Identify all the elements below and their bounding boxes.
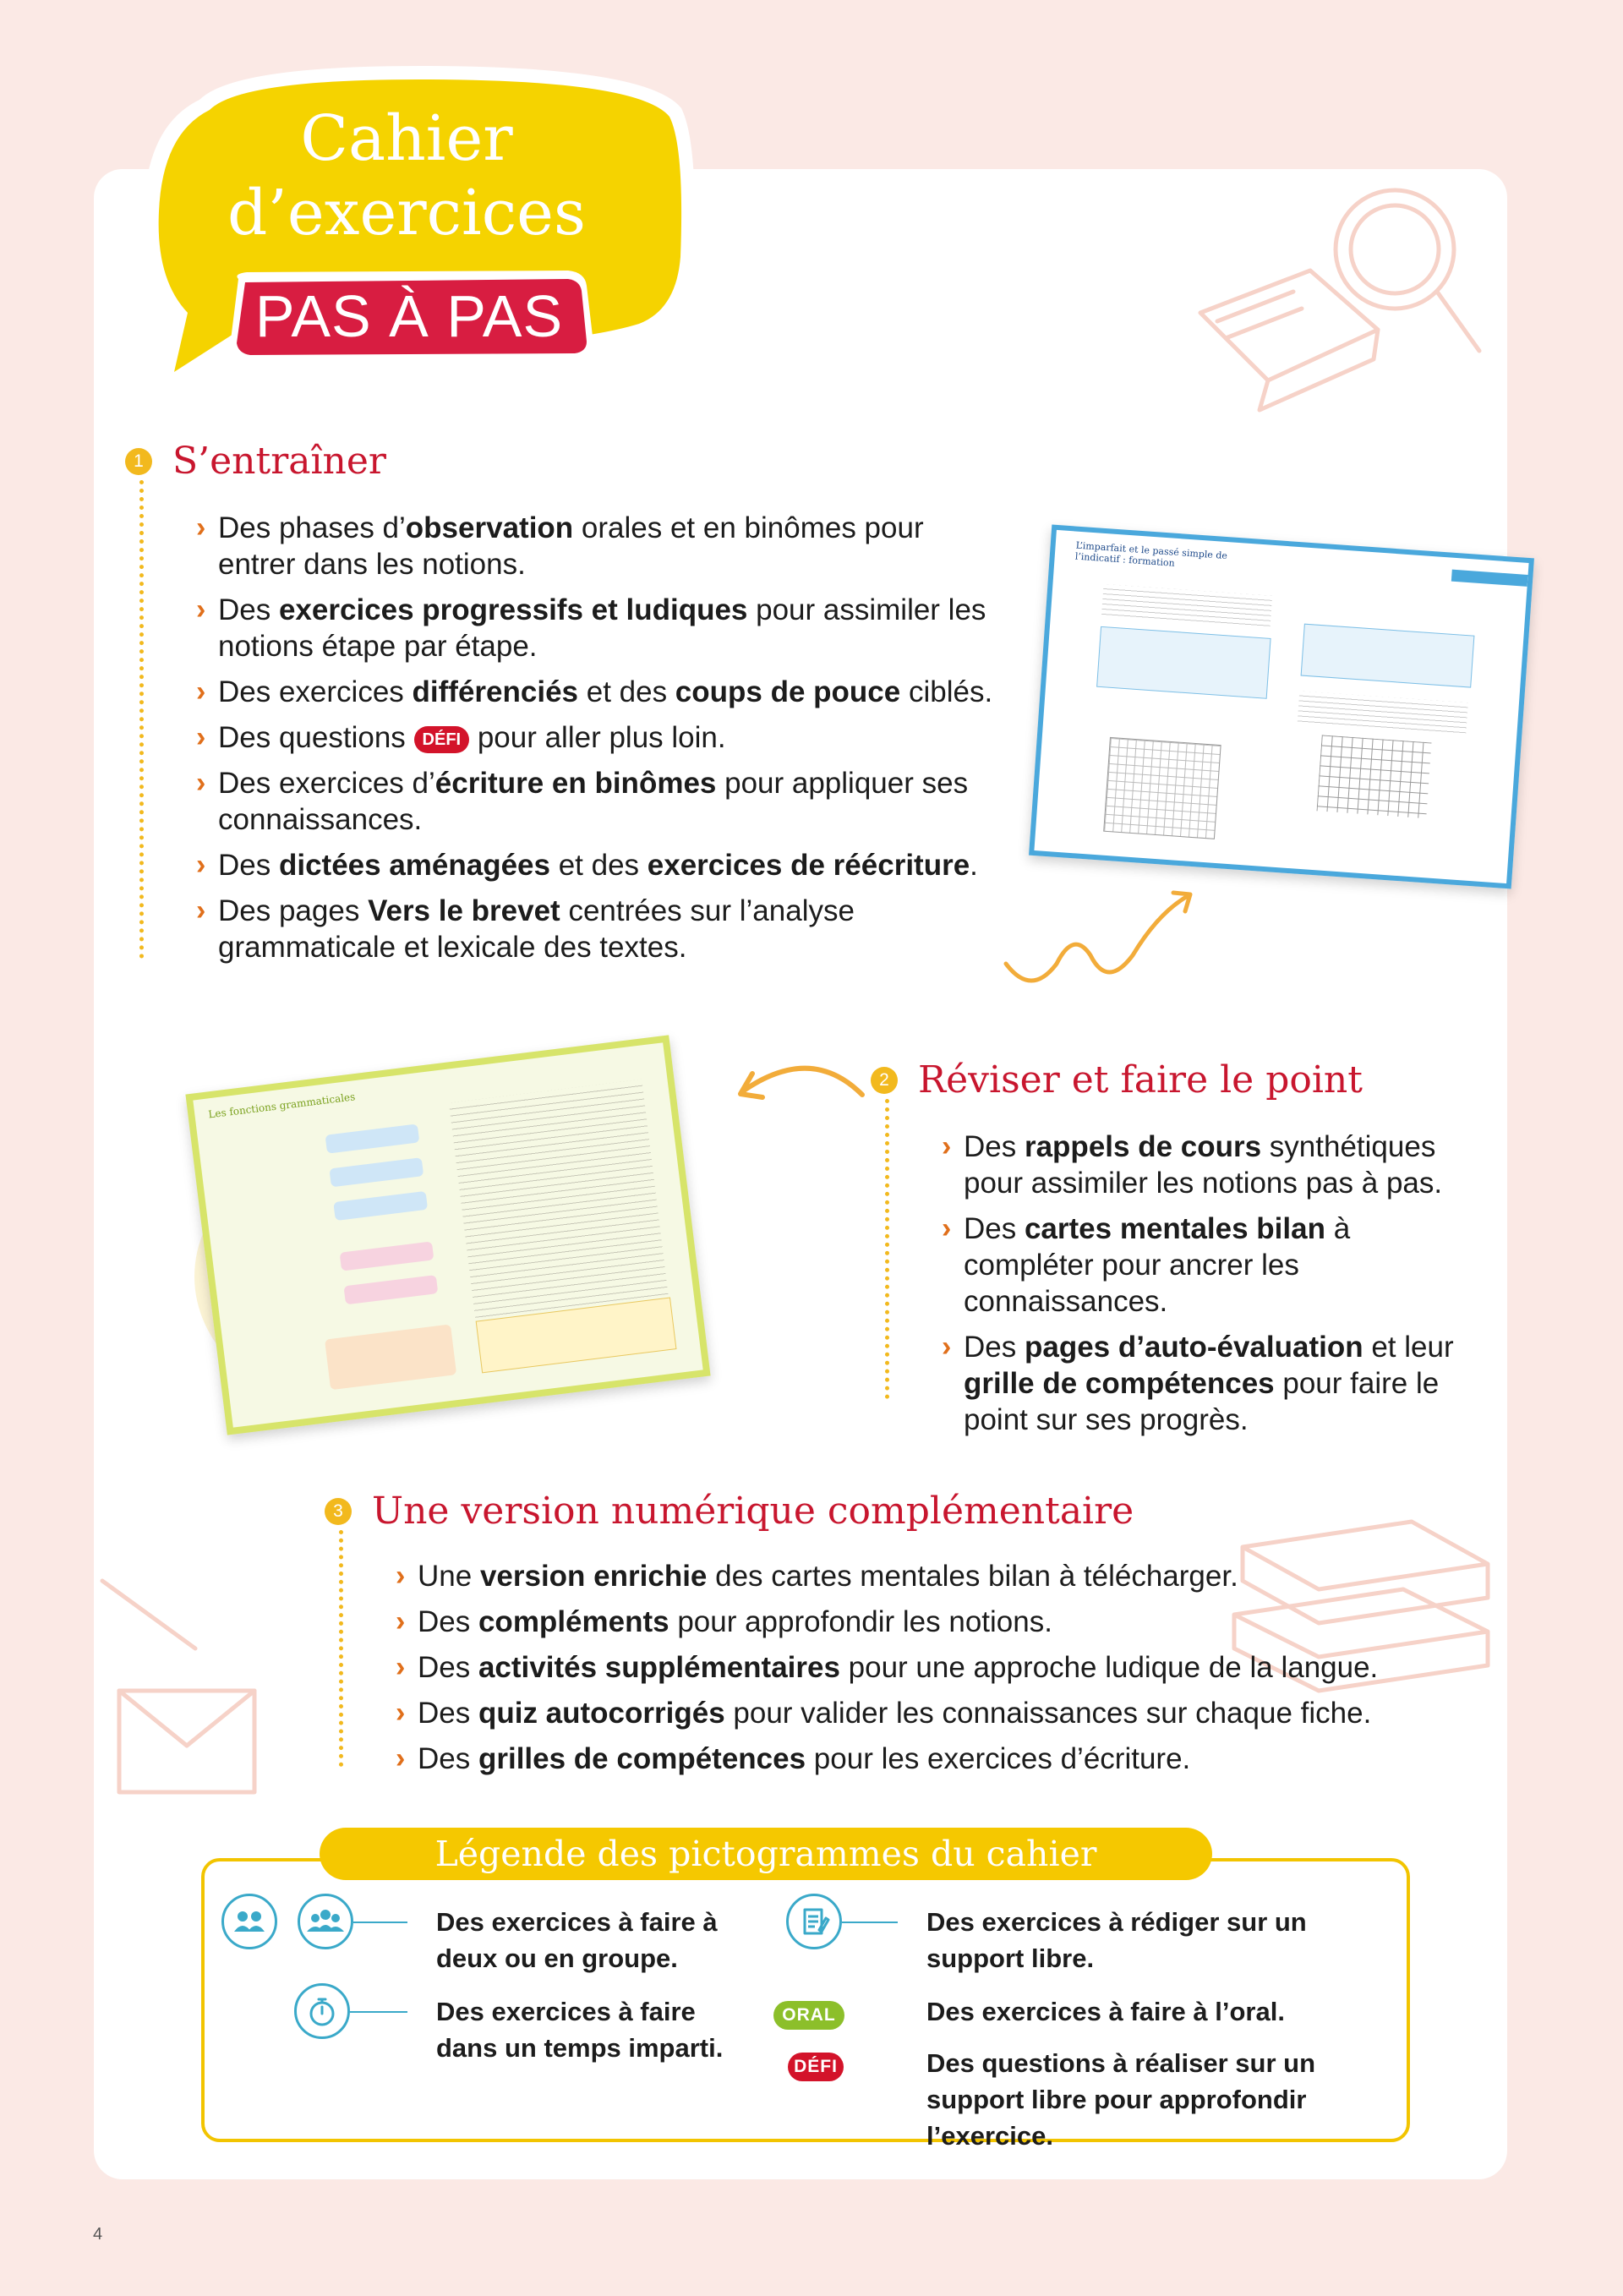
chevron-right-icon: › — [942, 1331, 952, 1363]
pair-work-icon — [221, 1894, 277, 1949]
thumb-map-node-5 — [343, 1275, 438, 1304]
text: Des — [418, 1605, 478, 1638]
thumb-map-node-4 — [340, 1241, 434, 1271]
text: Des — [218, 593, 279, 626]
defi-badge: DÉFI — [788, 2053, 844, 2081]
text: Des questions — [218, 721, 414, 754]
thumb-map-node-1 — [325, 1123, 420, 1153]
section-1-item — [196, 510, 1008, 582]
section-2-bullets — [942, 1129, 1483, 1447]
section-3-title: Une version numérique complémentaire — [372, 1490, 1134, 1533]
text: pour les exercices d’écriture. — [806, 1742, 1191, 1775]
bold-text: grille de compétences — [964, 1367, 1275, 1400]
bold-text: écriture en binômes — [434, 767, 717, 800]
section-2-item — [942, 1211, 1483, 1320]
thumb-map-node-6 — [325, 1324, 456, 1390]
text: Une — [418, 1560, 480, 1593]
section-1-item — [196, 765, 1008, 838]
section-3-item — [396, 1741, 1444, 1777]
legend-write-text: Des exercices à rédiger sur un support libre. — [926, 1907, 1307, 1973]
bold-text: différenciés — [412, 675, 578, 708]
text: et leur — [1363, 1331, 1454, 1364]
section-3-item — [396, 1604, 1444, 1640]
cahier-title-line2: d’exercices — [227, 177, 586, 249]
section-3-item — [396, 1558, 1444, 1594]
text: Des — [964, 1130, 1025, 1163]
chevron-right-icon: › — [196, 675, 206, 708]
text: et des — [549, 849, 648, 882]
bold-text: quiz autocorrigés — [478, 1697, 725, 1730]
thumb-lesson-box-2 — [1301, 624, 1475, 688]
section-3-heading — [325, 1490, 1134, 1533]
cahier-title-line1: Cahier — [300, 102, 513, 175]
text: pour approfondir les notions. — [669, 1605, 1052, 1638]
thumb-lesson-lines-left — [1101, 584, 1272, 630]
text: des cartes mentales bilan à télécharger. — [707, 1560, 1238, 1593]
chevron-right-icon: › — [396, 1560, 406, 1592]
section-1-dotted-line — [139, 480, 144, 959]
bold-text: exercices de réécriture — [647, 849, 970, 882]
bold-text: cartes mentales bilan — [1024, 1212, 1325, 1245]
section-3-bullets — [396, 1558, 1444, 1786]
thumb-lesson-grid — [1103, 737, 1221, 839]
text: Des pages — [218, 894, 369, 927]
text: à compléter pour ancrer les connaissances. — [964, 1212, 1351, 1318]
chevron-right-icon: › — [196, 721, 206, 753]
legend-oral-text: Des exercices à faire à l’oral. — [926, 1997, 1285, 2026]
text: Des — [964, 1331, 1025, 1364]
section-2-item — [942, 1129, 1483, 1201]
section-3-dotted-line — [339, 1530, 343, 1767]
legend-defi-text: Des questions à réaliser sur un support libre pour approfondir l’exercice. — [926, 2048, 1316, 2151]
thumb-lesson-header-band — [1451, 570, 1528, 587]
text: centrées sur l’analyse grammaticale et lexicale des textes. — [218, 894, 855, 964]
defi-inline-badge: DÉFI — [414, 726, 470, 753]
chevron-right-icon: › — [396, 1697, 406, 1729]
curved-arrow-2 — [727, 1048, 871, 1116]
legend-group-text: Des exercices à faire à deux ou en groupe. — [436, 1907, 718, 1973]
bold-text: activités supplémentaires — [478, 1651, 840, 1684]
chevron-right-icon: › — [396, 1651, 406, 1683]
text: Des phases d’ — [218, 511, 406, 544]
text: Des — [418, 1697, 478, 1730]
group-icon-connector — [353, 1922, 407, 1923]
legend-timed-text: Des exercices à faire dans un temps imparti. — [436, 1997, 724, 2063]
curly-arrow-1 — [997, 879, 1200, 989]
lesson-page-thumbnail — [1029, 525, 1534, 889]
text: . — [970, 849, 978, 882]
section-3-number: 3 — [325, 1498, 352, 1525]
chevron-right-icon: › — [196, 593, 206, 626]
chevron-right-icon: › — [396, 1742, 406, 1774]
thumb-lesson-title: L’imparfait et le passé simple de l’indicatif : formation — [1074, 539, 1228, 569]
section-2-title: Réviser et faire le point — [918, 1058, 1363, 1102]
section-2-item — [942, 1329, 1483, 1438]
bold-text: compléments — [478, 1605, 669, 1638]
text: pour faire le point sur ses progrès. — [964, 1367, 1440, 1436]
text: ciblés. — [900, 675, 993, 708]
text: Des exercices d’ — [218, 767, 435, 800]
text: Des — [218, 849, 279, 882]
writing-icon — [786, 1894, 842, 1949]
cahier-title — [199, 101, 614, 250]
book-magnifier-illustration — [1167, 169, 1505, 440]
text: pour valider les connaissances sur chaque fiche. — [724, 1697, 1372, 1730]
section-3-item — [396, 1649, 1444, 1686]
text: orales et en binômes pour entrer dans les notions. — [218, 511, 924, 581]
thumb-lesson-lines-right — [1298, 691, 1468, 736]
section-3-item — [396, 1695, 1444, 1731]
text: pour assimiler les notions étape par étape. — [218, 593, 986, 663]
timer-icon-connector — [350, 2011, 407, 2013]
bold-text: exercices progressifs et ludiques — [278, 593, 748, 626]
bold-text: coups de pouce — [675, 675, 901, 708]
pas-a-pas-badge: PAS À PAS — [254, 283, 564, 349]
text: pour aller plus loin. — [469, 721, 726, 754]
chevron-right-icon: › — [196, 511, 206, 544]
text: Des — [418, 1742, 478, 1775]
text: synthétiques pour assimiler les notions pas à pas. — [964, 1130, 1443, 1200]
writing-icon-connector — [842, 1922, 898, 1923]
section-1-item — [196, 674, 1008, 710]
bold-text: observation — [405, 511, 574, 544]
thumb-map-node-2 — [329, 1157, 424, 1187]
section-1-title: S’entraîner — [172, 440, 386, 483]
section-1-bullets — [196, 510, 1008, 975]
text: Des — [964, 1212, 1025, 1245]
chevron-right-icon: › — [196, 894, 206, 927]
thumb-map-node-3 — [333, 1191, 428, 1221]
bold-text: pages d’auto-évaluation — [1024, 1331, 1363, 1364]
chevron-right-icon: › — [396, 1605, 406, 1637]
chevron-right-icon: › — [942, 1212, 952, 1244]
text: et des — [578, 675, 675, 708]
section-1-item — [196, 847, 1008, 883]
thumb-lesson-crossword — [1317, 735, 1432, 818]
chevron-right-icon: › — [196, 849, 206, 881]
thumb-lesson-box-1 — [1096, 626, 1271, 699]
section-1-item — [196, 893, 1008, 965]
thumb-map-title: Les fonctions grammaticales — [207, 1091, 356, 1121]
chevron-right-icon: › — [196, 767, 206, 799]
section-2-number: 2 — [871, 1067, 898, 1094]
section-1-item — [196, 592, 1008, 664]
timer-icon — [294, 1983, 350, 2039]
group-work-icon — [298, 1894, 353, 1949]
bold-text: rappels de cours — [1024, 1130, 1262, 1163]
section-2-dotted-line — [885, 1099, 889, 1399]
section-2-heading — [871, 1058, 1363, 1102]
text: pour appliquer ses connaissances. — [218, 767, 969, 836]
letter-pen-illustration — [94, 1547, 314, 1818]
oral-badge: ORAL — [773, 2001, 844, 2030]
chevron-right-icon: › — [942, 1130, 952, 1162]
legend-title: Légende des pictogrammes du cahier — [320, 1828, 1212, 1880]
section-1-number: 1 — [125, 448, 152, 475]
bold-text: Vers le brevet — [368, 894, 560, 927]
page-number: 4 — [93, 2225, 103, 2244]
bold-text: grilles de compétences — [478, 1742, 806, 1775]
bold-text: dictées aménagées — [278, 849, 550, 882]
section-1-heading — [125, 440, 386, 484]
text: Des — [418, 1651, 478, 1684]
text: pour une approche ludique de la langue. — [839, 1651, 1379, 1684]
text: Des exercices — [218, 675, 413, 708]
section-1-item — [196, 719, 1008, 756]
mind-map-thumbnail — [185, 1035, 710, 1435]
bold-text: version enrichie — [479, 1560, 708, 1593]
